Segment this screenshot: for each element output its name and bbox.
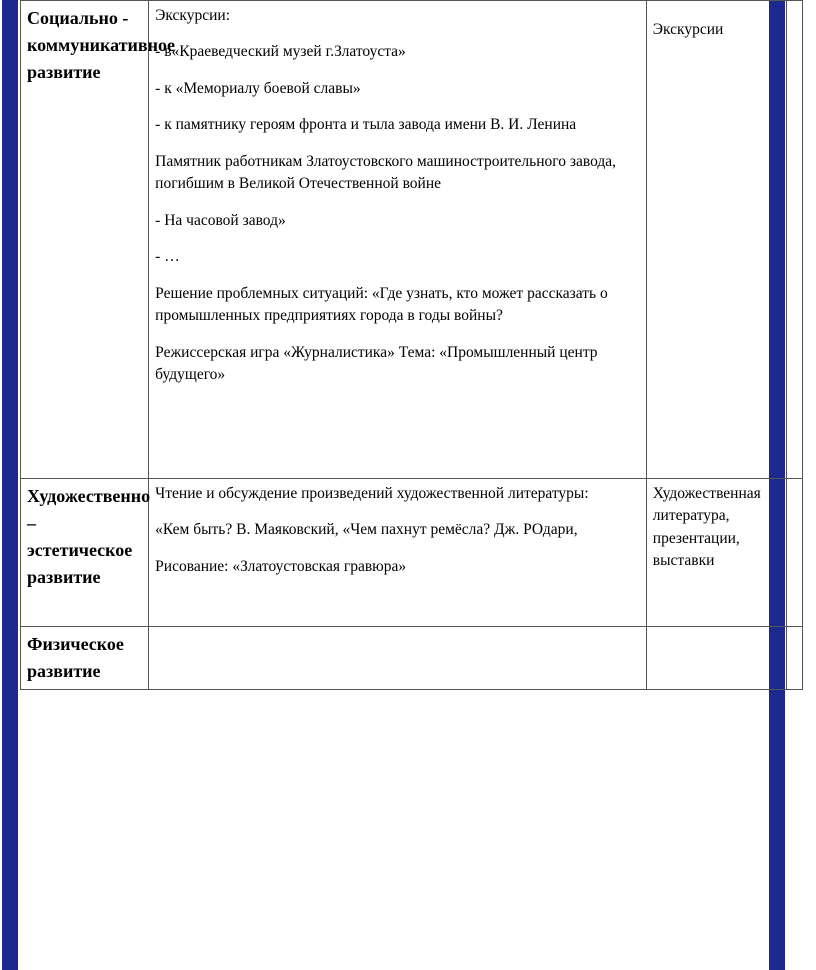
content-paragraph: Рисование: «Златоустовская гравюра» (155, 557, 407, 575)
table-row-social (21, 1, 803, 479)
content-paragraph: - … (155, 248, 180, 266)
forms-cell (646, 1, 786, 479)
area-title: Художественно – эстетическое развитие (27, 486, 151, 587)
area-cell (21, 627, 149, 690)
area-cell (21, 479, 149, 627)
content-paragraph: «Кем быть? В. Маяковский, «Чем пахнут ремёсла? Дж. РОдари, (155, 521, 578, 539)
extra-cell (786, 627, 802, 690)
content-paragraph: Режиссерская игра «Журналистика» Тема: «Промышленный центр будущего» (155, 343, 598, 384)
forms-text: Художественная литература, презентации, выставки (652, 485, 761, 570)
forms-cell (646, 627, 786, 690)
forms-text: Экскурсии (652, 21, 724, 38)
area-title: Физическое развитие (27, 634, 124, 681)
decorative-border-left (0, 0, 20, 970)
table-row-art (21, 479, 803, 627)
area-cell (21, 1, 175, 479)
content-paragraph: - в«Краеведческий музей г.Златоуста» (155, 43, 406, 61)
activities-table (20, 0, 803, 690)
forms-cell (646, 479, 786, 627)
content-paragraph: Памятник работникам Златоустовского машиностроительного завода, погибшим в Великой Отечественной войне (155, 152, 617, 193)
content-paragraph: Решение проблемных ситуаций: «Где узнать, кто может рассказать о промышленных предприятиях города в годы войны? (155, 284, 608, 325)
table-row-phys (21, 627, 803, 690)
content-paragraph: - к памятнику героям фронта и тыла завода имени В. И. Ленина (155, 116, 577, 134)
content-paragraph: Экскурсии: (155, 7, 231, 24)
extra-cell (786, 479, 802, 627)
content-cell (149, 1, 647, 479)
area-title: Социально - коммуникативное развитие (27, 8, 175, 82)
content-cell (149, 627, 647, 690)
content-cell (149, 479, 647, 627)
content-paragraph: Чтение и обсуждение произведений художественной литературы: (155, 485, 589, 502)
content-paragraph: - На часовой завод» (155, 211, 286, 229)
extra-cell (786, 1, 802, 479)
content-paragraph: - к «Мемориалу боевой славы» (155, 79, 361, 97)
